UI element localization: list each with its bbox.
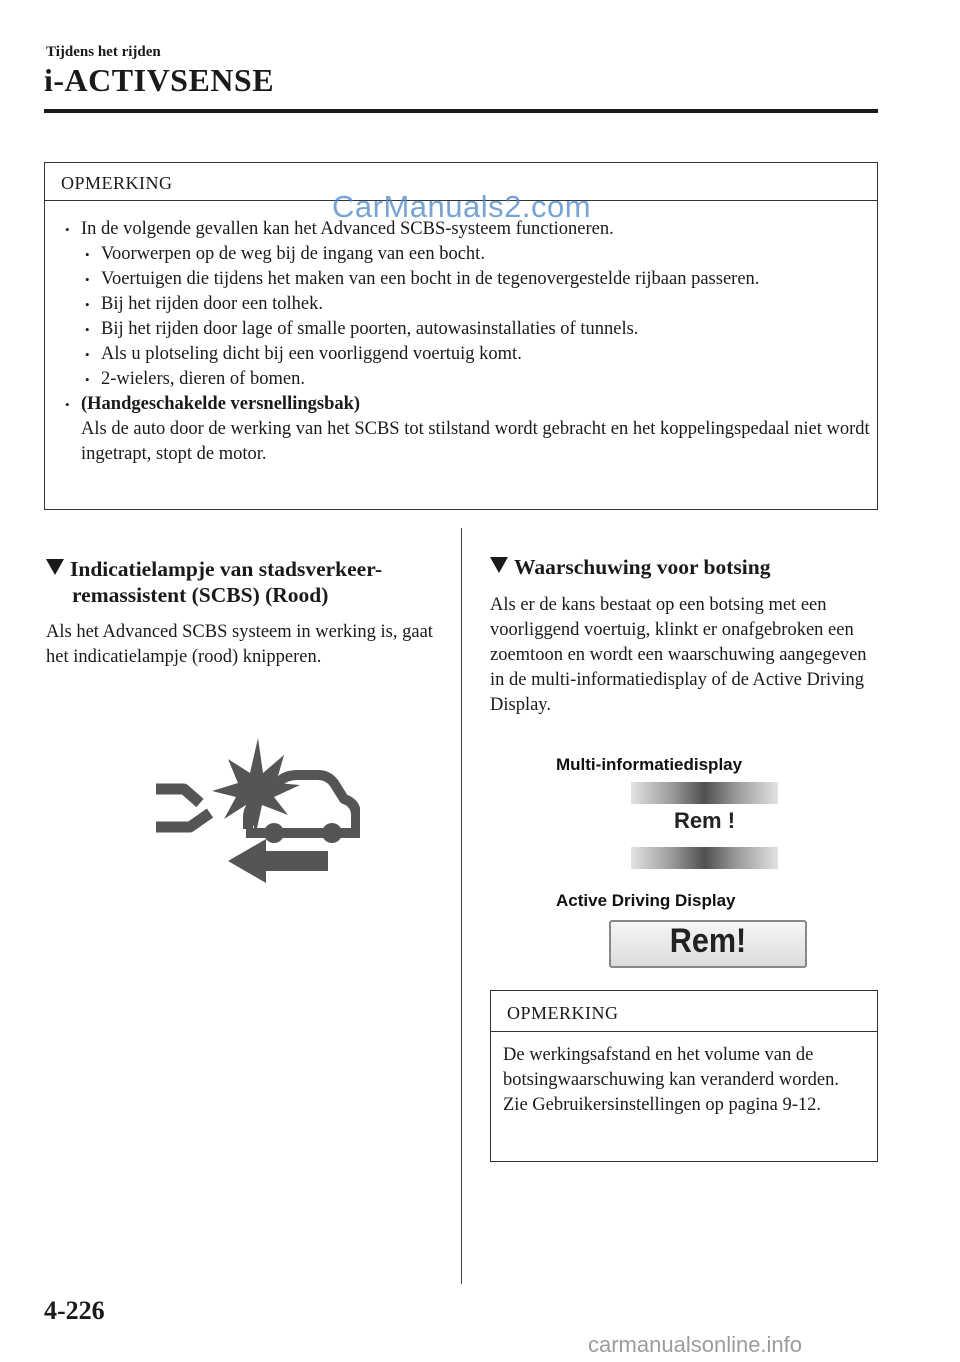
heading-line-1: Indicatielampje van stadsverkeer- xyxy=(46,556,446,582)
collision-warning-text: Als er de kans bestaat op een botsing met een voorliggend voertuig, klinkt er onafgebroken een zoemtoon en wordt een waarschuwing aangegeven in de multi-informatiedisplay of de Active Driving Display. xyxy=(490,595,867,715)
note-body: De werkingsafstand en het volume van de botsingwaarschuwing kan veranderd worden. Zie Gebruikersinstellingen op pagina 9-12. xyxy=(503,1045,839,1115)
heading-scbs-indicator xyxy=(46,556,446,608)
note-case: • Als u plotseling dicht bij een voorliggend voertuig komt. xyxy=(45,342,877,367)
note-case: • Voertuigen die tijdens het maken van een bocht in de tegenovergestelde rijbaan passeren. xyxy=(45,267,877,292)
multi-info-display-caption: Multi-informatiedisplay xyxy=(556,755,743,774)
watermark-bottom: carmanualsonline.info xyxy=(588,1332,803,1357)
note-intro: • In de volgende gevallen kan het Advanced SCBS-systeem functioneren. xyxy=(45,217,877,242)
note-title: OPMERKING xyxy=(491,991,877,1032)
scbs-warning-icon xyxy=(150,735,360,885)
column-divider xyxy=(461,528,462,1284)
note-case: • Bij het rijden door een tolhek. xyxy=(45,292,877,317)
note-box-bottom xyxy=(490,990,878,1162)
multi-info-display-bar-top xyxy=(631,782,778,804)
multi-info-display-bar-bottom xyxy=(631,847,778,869)
note-list xyxy=(45,201,877,467)
note-manual-item xyxy=(45,392,877,467)
triangle-marker-icon xyxy=(46,559,64,575)
note-case: • Bij het rijden door lage of smalle poorten, autowasinstallaties of tunnels. xyxy=(45,317,877,342)
note-case: • 2-wielers, dieren of bomen. xyxy=(45,367,877,392)
scbs-indicator-text: Als het Advanced SCBS systeem in werking is, gaat het indicatielampje (rood) knipperen. xyxy=(46,622,433,667)
page-number: 4-226 xyxy=(44,1296,105,1325)
triangle-marker-icon xyxy=(490,557,508,573)
heading-collision-warning: Waarschuwing voor botsing xyxy=(490,554,880,580)
multi-info-display-message: Rem ! xyxy=(673,808,736,833)
chapter-title: i-ACTIVSENSE xyxy=(44,62,275,98)
note-manual-text: Als de auto door de werking van het SCBS tot stilstand wordt gebracht en het koppelingspedaal niet wordt ingetrapt, stopt de motor. xyxy=(81,419,870,464)
heading-line-2: remassistent (SCBS) (Rood) xyxy=(72,583,329,607)
active-driving-display-message: Rem! xyxy=(669,922,747,960)
note-case: • Voorwerpen op de weg bij de ingang van een bocht. xyxy=(45,242,877,267)
title-rule xyxy=(44,109,878,113)
note-manual-title: • (Handgeschakelde versnellingsbak) xyxy=(81,394,361,414)
active-driving-display-caption: Active Driving Display xyxy=(556,891,736,910)
note-title: OPMERKING xyxy=(45,163,877,201)
watermark-top: CarManuals2.com xyxy=(332,189,592,224)
section-label: Tijdens het rijden xyxy=(46,44,161,60)
